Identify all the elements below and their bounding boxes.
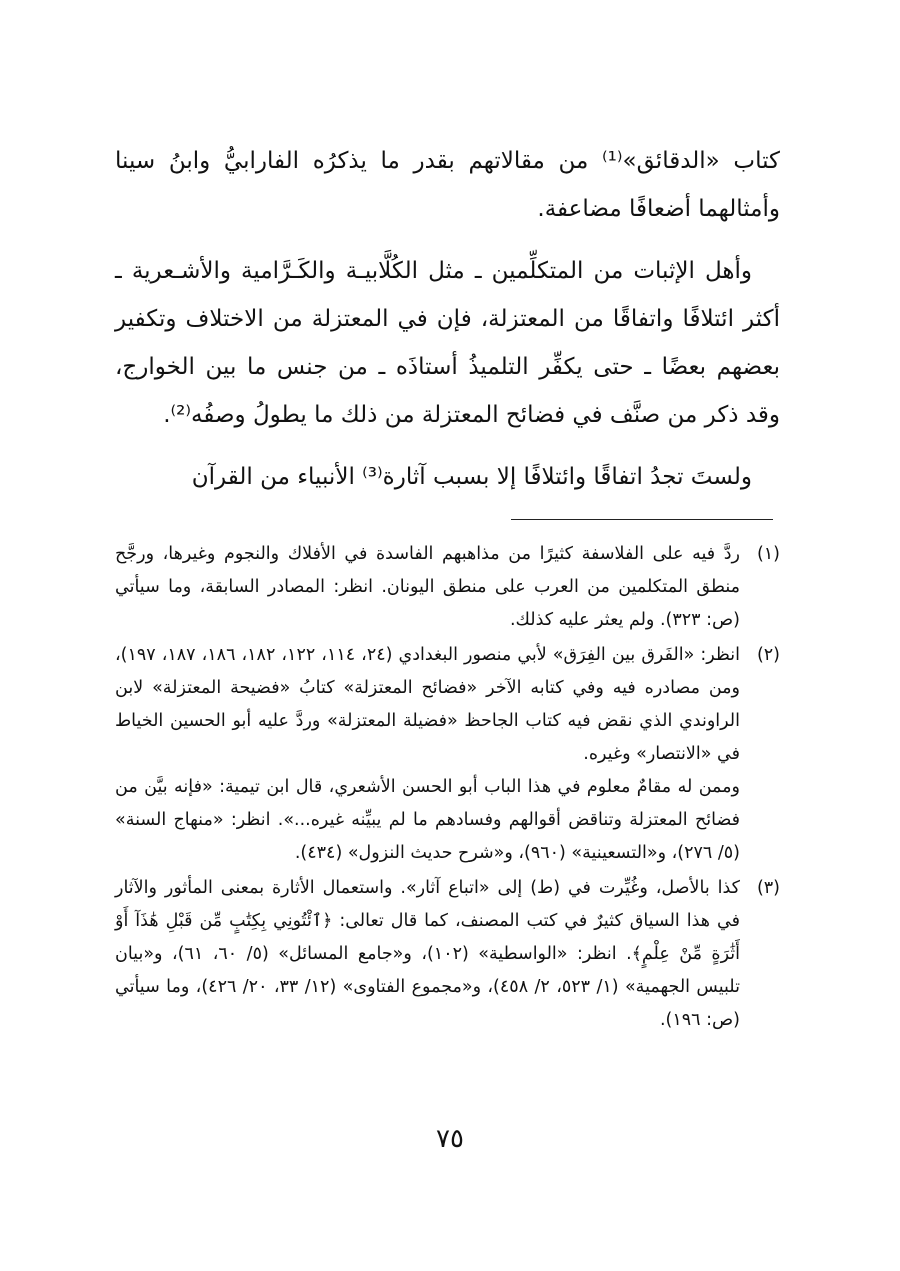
footnote-number: (٢) [756,645,780,665]
main-text [115,137,780,515]
footnote-text: وممن له مقامٌ معلوم في هذا الباب أبو الحسن الأشعري، قال ابن تيمية: «فإنه بيَّن من فضائح المعتزلة وتناقض أقوالهم وفسادهم ما لم يبيِّنه غيره...». انظر: «منهاج السنة» (٥/ ٢٧٦)، و«التسعينية» (٩٦٠)، و«شرح حديث النزول» (٤٣٤). [115,777,740,863]
footnote-divider [511,519,773,520]
body-paragraph: كتاب «الدقائق»⁽¹⁾ من مقالاتهم بقدر ما يذكرُه الفارابيُّ وابنُ سينا وأمثالهما أضعافًا مضاعفة. [115,148,780,222]
footnote [115,639,780,870]
footnote-number: (١) [756,544,780,564]
body-paragraph: وأهل الإثبات من المتكلِّمين ـ مثل الكُلَّابيـة والكَـرَّامية والأشـعرية ـ أكثر ائتلافًا واتفاقًا من المعتزلة، فإن في المعتزلة من الاختلاف وتكفير بعضهم بعضًا ـ حتى يكفِّر التلميذُ أستاذَه ـ من جنس ما بين الخوارج، وقد ذكر من صنَّف في فضائح المعتزلة من ذلك ما يطولُ وصفُه⁽²⁾. [115,258,780,428]
body-paragraph: ولستَ تجدُ اتفاقًا وائتلافًا إلا بسبب آثارة⁽³⁾ الأنبياء من القرآن [191,464,752,490]
footnote-body [115,872,740,1037]
footnote-text: كذا بالأصل، وغُيِّرت في (ط) إلى «اتباع آثار». واستعمال الأثارة بمعنى المأثور والآثار في هذا السياق كثيرٌ في كتب المصنف، كما قال تعالى: ﴿ٱئْتُونِي بِكِتَٰبٍ مِّن قَبْلِ هَٰذَآ أَوْ أَثَٰرَةٍ مِّنْ عِلْمٍ﴾. انظر: «الواسطية» (١٠٢)، و«جامع المسائل» (٥/ ٦٠، ٦١)، و«بيان تلبيس الجهمية» (١/ ٥٢٣، ٢/ ٤٥٨)، و«مجموع الفتاوى» (١٢/ ٣٣، ٢٠/ ٤٢٦)، وما سيأتي (ص: ١٩٦). [115,878,740,1030]
footnote [115,538,780,637]
footnote [115,872,780,1037]
footnote-body [115,538,740,637]
footnote-text: انظر: «الفَرق بين الفِرَق» لأبي منصور البغدادي (٢٤، ١١٤، ١٢٢، ١٨٢، ١٨٦، ١٨٧، ١٩٧)، ومن مصادره فيه وفي كتابه الآخر «فضائح المعتزلة» كتابُ «فضيحة المعتزلة» لابن الراوندي الذي نقض فيه كتاب الجاحظ «فضيلة المعتزلة» وردَّ عليه أبو الحسين الخياط في «الانتصار» وغيره. [115,645,740,764]
footnote-body [115,639,740,870]
footnote-number: (٣) [756,878,780,898]
footnotes [115,538,780,1039]
page-number: ٧٥ [436,1124,464,1154]
footnote-text: ردَّ فيه على الفلاسفة كثيرًا من مذاهبهم الفاسدة في الأفلاك والنجوم وغيرها، ورجَّح منطق المتكلمين من العرب على منطق اليونان. انظر: المصادر السابقة، وما سيأتي (ص: ٣٢٣). ولم يعثر عليه كذلك. [115,544,740,630]
